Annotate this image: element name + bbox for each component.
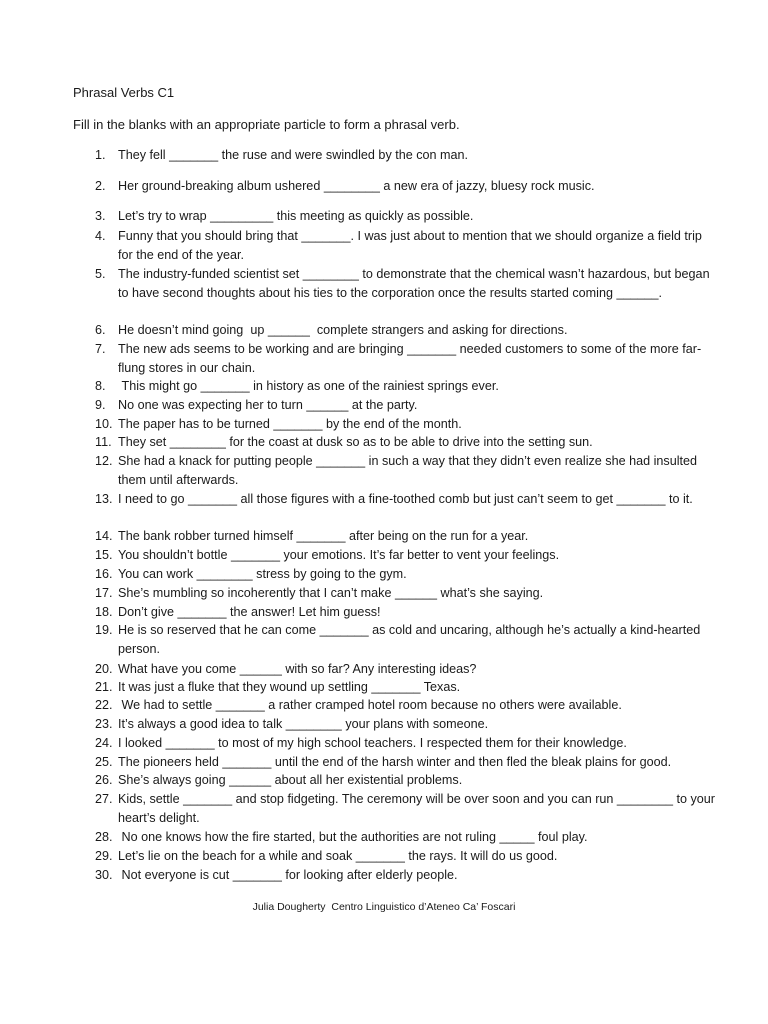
exercise-number: 13. — [95, 492, 113, 506]
exercise-item — [95, 396, 715, 415]
exercise-item — [95, 177, 715, 196]
exercise-number: 1. — [95, 148, 106, 162]
exercise-sentence: This might go _______ in history as one of the rainiest springs ever. — [118, 379, 499, 393]
exercise-item — [95, 603, 715, 622]
exercise-item — [95, 734, 715, 753]
exercise-item — [95, 584, 715, 603]
exercise-number: 20. — [95, 662, 113, 676]
exercise-number: 10. — [95, 417, 113, 431]
exercise-sentence: Let’s lie on the beach for a while and soak _______ the rays. It will do us good. — [118, 849, 558, 863]
exercise-number: 24. — [95, 736, 113, 750]
exercise-item — [95, 678, 715, 697]
exercise-sentence: The paper has to be turned _______ by the end of the month. — [118, 417, 462, 431]
exercise-number: 26. — [95, 773, 113, 787]
exercise-item — [95, 340, 715, 377]
instructions-text: Fill in the blanks with an appropriate particle to form a phrasal verb. — [73, 117, 460, 132]
exercise-sentence: I need to go _______ all those figures with a fine-toothed comb but just can’t seem to get _______ to it. — [118, 492, 693, 506]
page-title: Phrasal Verbs C1 — [73, 85, 175, 100]
exercise-number: 17. — [95, 586, 113, 600]
exercise-number: 5. — [95, 267, 106, 281]
exercise-item — [95, 207, 715, 226]
exercise-number: 14. — [95, 529, 113, 543]
exercise-sentence: We had to settle _______ a rather cramped hotel room because no others were available. — [118, 698, 622, 712]
exercise-number: 19. — [95, 623, 113, 637]
exercise-sentence: Let’s try to wrap _________ this meeting as quickly as possible. — [118, 209, 474, 223]
exercise-item — [95, 490, 715, 509]
exercise-number: 30. — [95, 868, 113, 882]
exercise-number: 8. — [95, 379, 106, 393]
exercise-number: 25. — [95, 755, 113, 769]
exercise-item — [95, 828, 715, 847]
exercise-number: 3. — [95, 209, 106, 223]
exercise-item — [95, 621, 715, 658]
exercise-number: 2. — [95, 179, 106, 193]
exercise-sentence: Kids, settle _______ and stop fidgeting. The ceremony will be over soon and you can run ________ to your heart’s delight. — [118, 792, 719, 825]
exercise-item — [95, 847, 715, 866]
exercise-sentence: It was just a fluke that they wound up settling _______ Texas. — [118, 680, 461, 694]
exercise-number: 23. — [95, 717, 113, 731]
exercise-sentence: Funny that you should bring that _______. I was just about to mention that we should organize a field trip for the end of the year. — [118, 229, 706, 262]
exercise-item — [95, 565, 715, 584]
exercise-number: 9. — [95, 398, 106, 412]
exercise-number: 16. — [95, 567, 113, 581]
exercise-number: 11. — [95, 435, 112, 449]
exercise-number: 28. — [95, 830, 113, 844]
exercise-sentence: They fell _______ the ruse and were swindled by the con man. — [118, 148, 469, 162]
exercise-number: 6. — [95, 323, 106, 337]
exercise-item — [95, 433, 715, 452]
exercise-sentence: She had a knack for putting people _______ in such a way that they didn’t even realize she had insulted them until afterwards. — [118, 454, 701, 487]
exercise-sentence: Her ground-breaking album ushered ________ a new era of jazzy, bluesy rock music. — [118, 179, 595, 193]
exercise-item — [95, 696, 715, 715]
exercise-item — [95, 546, 715, 565]
exercise-sentence: Not everyone is cut _______ for looking after elderly people. — [118, 868, 458, 882]
footer-credit: Julia Dougherty Centro Linguistico d’Ateneo Ca’ Foscari — [252, 901, 516, 913]
exercise-sentence: You can work ________ stress by going to the gym. — [118, 567, 407, 581]
exercise-sentence: No one was expecting her to turn ______ at the party. — [118, 398, 418, 412]
exercise-sentence: The pioneers held _______ until the end of the harsh winter and then fled the bleak plains for good. — [118, 755, 672, 769]
exercise-sentence: You shouldn’t bottle _______ your emotions. It’s far better to vent your feelings. — [118, 548, 560, 562]
exercise-item — [95, 866, 715, 885]
exercise-number: 18. — [95, 605, 113, 619]
exercise-item — [95, 771, 715, 790]
exercise-number: 12. — [95, 454, 113, 468]
exercise-item — [95, 753, 715, 772]
exercise-item — [95, 227, 715, 264]
exercise-sentence: The bank robber turned himself _______ after being on the run for a year. — [118, 529, 529, 543]
exercise-sentence: Don’t give _______ the answer! Let him guess! — [118, 605, 381, 619]
exercise-item — [95, 265, 715, 302]
exercise-number: 7. — [95, 342, 106, 356]
exercise-item — [95, 527, 715, 546]
exercise-number: 27. — [95, 792, 113, 806]
exercise-sentence: They set ________ for the coast at dusk so as to be able to drive into the setting sun. — [118, 435, 593, 449]
exercise-item — [95, 660, 715, 679]
exercise-item — [95, 146, 715, 165]
exercise-number: 21. — [95, 680, 113, 694]
exercise-sentence: She’s always going ______ about all her existential problems. — [118, 773, 463, 787]
exercise-sentence: The new ads seems to be working and are bringing _______ needed customers to some of the more far-flung stores in our chain. — [118, 342, 702, 375]
exercise-number: 4. — [95, 229, 106, 243]
exercise-item — [95, 377, 715, 396]
exercise-number: 22. — [95, 698, 113, 712]
exercise-number: 29. — [95, 849, 113, 863]
exercise-item — [95, 415, 715, 434]
exercise-item — [95, 321, 715, 340]
exercise-sentence: It’s always a good idea to talk ________ your plans with someone. — [118, 717, 489, 731]
exercise-item — [95, 790, 719, 827]
exercise-sentence: No one knows how the fire started, but the authorities are not ruling _____ foul play. — [118, 830, 588, 844]
exercise-sentence: What have you come ______ with so far? Any interesting ideas? — [118, 662, 477, 676]
exercise-item — [95, 715, 715, 734]
exercise-sentence: He is so reserved that he can come _______ as cold and uncaring, although he’s actually a kind-hearted person. — [118, 623, 704, 656]
exercise-item — [95, 452, 715, 489]
exercise-sentence: He doesn’t mind going up ______ complete strangers and asking for directions. — [118, 323, 568, 337]
exercise-sentence: She’s mumbling so incoherently that I can’t make ______ what’s she saying. — [118, 586, 544, 600]
exercise-sentence: The industry-funded scientist set ________ to demonstrate that the chemical wasn’t hazardous, but began to have second thoughts about his ties to the corporation once the results started coming ______. — [118, 267, 714, 300]
exercise-sentence: I looked _______ to most of my high school teachers. I respected them for their knowledge. — [118, 736, 627, 750]
exercise-number: 15. — [95, 548, 113, 562]
